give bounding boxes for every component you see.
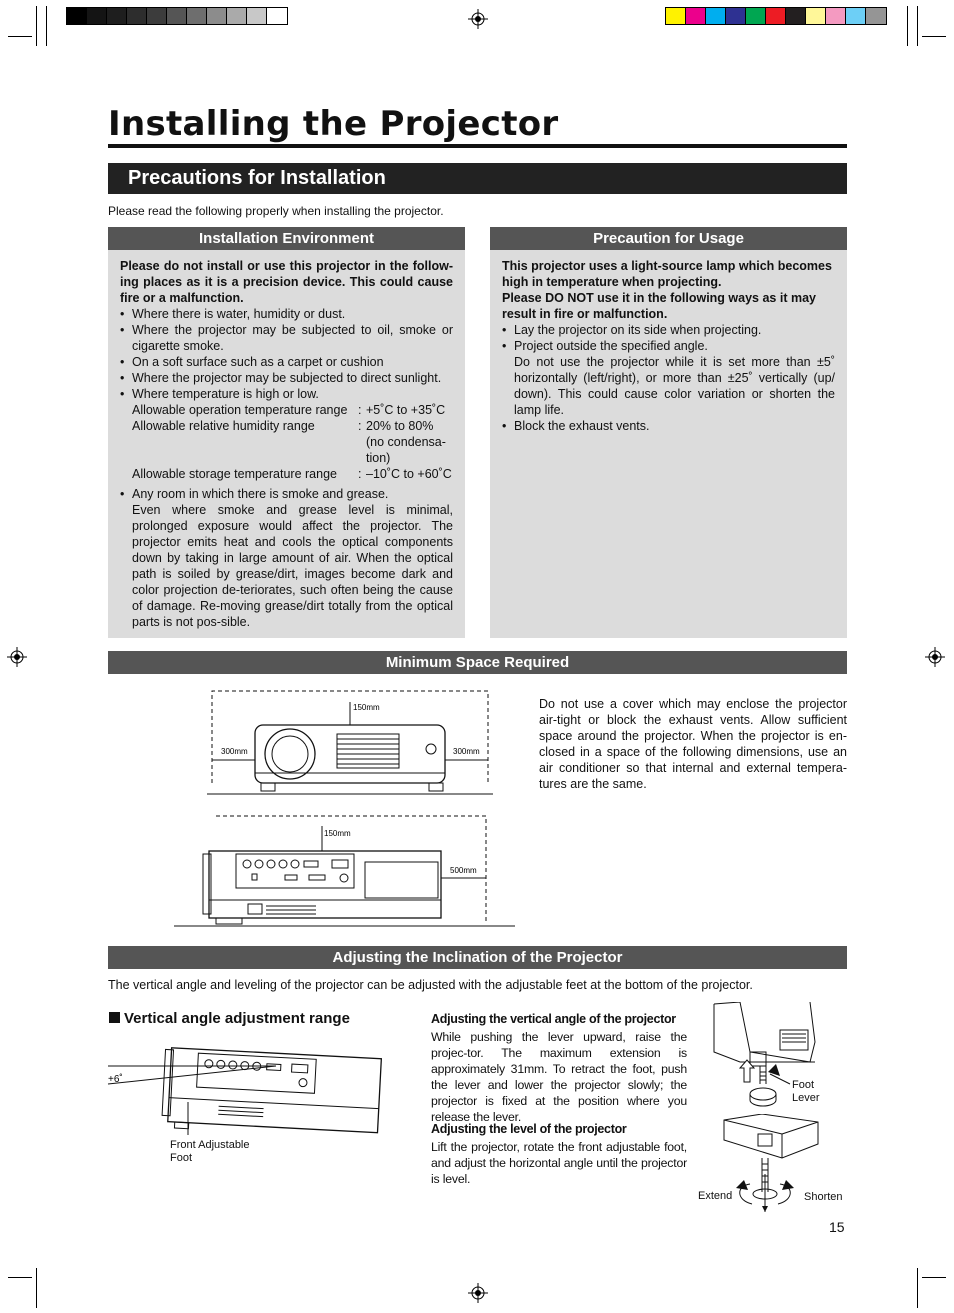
inclination-intro: The vertical angle and leveling of the projector can be adjusted with the adjustable feet at the bottom of the projector. bbox=[108, 978, 753, 992]
precaution-usage-heading: Precaution for Usage bbox=[490, 227, 847, 250]
color-swatch bbox=[207, 8, 227, 24]
side-top-label: 150mm bbox=[324, 829, 351, 838]
title-rule bbox=[108, 144, 847, 148]
section-heading: Precautions for Installation bbox=[108, 163, 847, 194]
vertical-adjust-text: While pushing the lever upward, raise the projec-tor. The maximum extension is approximately 31mm. To retract the foot, push the lever and lower the projector slowly; the projector is fixed at the position where you release the lever. bbox=[431, 1030, 687, 1124]
vertical-range-heading bbox=[109, 1010, 350, 1027]
color-swatch bbox=[67, 8, 87, 24]
color-swatch bbox=[706, 8, 726, 24]
front-left-label: 300mm bbox=[221, 747, 248, 756]
color-swatch bbox=[127, 8, 147, 24]
minimum-space-heading: Minimum Space Required bbox=[108, 651, 847, 674]
registration-mark-top bbox=[468, 9, 488, 29]
smoke-detail: Even where smoke and grease level is minimal, prolonged exposure would affect the projector. The projector emits heat and cools the optical components down by taking in large amount of air. When the optical path is soiled by grease/dirt, images become dark and color projection de-teriorates, such often being the cause of damage. Re-moving grease/dirt totally from the optical parts is not pos-sible. bbox=[132, 503, 453, 629]
color-swatch bbox=[227, 8, 247, 24]
side-back-label: 500mm bbox=[450, 866, 477, 875]
vertical-adjust-heading: Adjusting the vertical angle of the projector bbox=[431, 1012, 676, 1026]
range-table: Allowable operation temperature range : +5˚C to +35˚C Allowable relative humidity range : 20% to 80% (no condensa-tion) Allowable storage temperature range : –10˚C to +60˚C bbox=[132, 403, 452, 481]
vertical-adjust-block bbox=[431, 1011, 687, 1125]
minimum-space-text: Do not use a cover which may enclose the projector air-tight or block the exhaust vents. Allow sufficient space around the projector. When the projector is en-closed in a space of the following dimensions, use an air conditioner so that internal and external tempera-tures are the same. bbox=[539, 697, 847, 791]
usage-item-2-detail: Do not use the projector while it is set more than ±5˚ horizontally (left/right), or more than ±25˚ vertically (up/ down). This could cause color variation or shorten the lamp life. bbox=[514, 355, 835, 417]
usage-warning-1: This projector uses a light-source lamp which becomes high in temperature when projecting. bbox=[502, 259, 832, 289]
range-value: –10˚C to +60˚C bbox=[366, 467, 452, 481]
color-swatch bbox=[87, 8, 107, 24]
range-value: +5˚C to +35˚C bbox=[366, 403, 446, 417]
extend-label: Extend bbox=[698, 1190, 733, 1202]
level-adjust-text: Lift the projector, rotate the front adjustable foot, and adjust the horizontal angle until the projector is level. bbox=[431, 1140, 687, 1186]
range-label: Allowable relative humidity range bbox=[132, 419, 315, 433]
color-swatch bbox=[766, 8, 786, 24]
list-item bbox=[502, 338, 835, 418]
range-value: 20% to 80% (no condensa-tion) bbox=[366, 419, 446, 465]
color-swatch bbox=[786, 8, 806, 24]
usage-item-2: Project outside the specified angle. bbox=[514, 339, 708, 353]
registration-mark-bottom bbox=[468, 1283, 488, 1303]
color-swatch bbox=[826, 8, 846, 24]
registration-mark-left bbox=[7, 647, 27, 667]
smoke-item: Any room in which there is smoke and grease. bbox=[132, 487, 389, 501]
level-adjust-block bbox=[431, 1121, 687, 1187]
list-item: • On a soft surface such as a carpet or cushion bbox=[120, 354, 453, 370]
installation-environment-panel bbox=[108, 250, 465, 638]
color-swatch bbox=[147, 8, 167, 24]
color-swatch bbox=[267, 8, 287, 24]
installation-warning: Please do not install or use this projector in the follow-ing places as it is a precision device. This could cause fire or a malfunction. bbox=[120, 259, 453, 305]
installation-list-2 bbox=[120, 486, 453, 630]
color-swatch bbox=[806, 8, 826, 24]
list-item: • Lay the projector on its side when projecting. bbox=[502, 322, 835, 338]
color-swatch-bar bbox=[665, 7, 887, 25]
color-swatch bbox=[187, 8, 207, 24]
bullet-square-icon bbox=[109, 1012, 120, 1023]
intro-text: Please read the following properly when installing the projector. bbox=[108, 204, 444, 218]
tilt-diagram bbox=[106, 1040, 388, 1140]
usage-list bbox=[502, 322, 835, 434]
list-item: • Where the projector may be subjected to direct sunlight. bbox=[120, 370, 453, 386]
range-label: Allowable storage temperature range bbox=[132, 467, 337, 481]
front-view-diagram bbox=[205, 688, 495, 798]
color-swatch bbox=[846, 8, 866, 24]
level-adjust-heading: Adjusting the level of the projector bbox=[431, 1122, 627, 1136]
registration-mark-right bbox=[925, 647, 945, 667]
grey-swatch-bar bbox=[66, 7, 288, 25]
color-swatch bbox=[107, 8, 127, 24]
foot-lever-label: Foot Lever bbox=[792, 1079, 820, 1104]
usage-warning-2: Please DO NOT use it in the following ways as it may result in fire or malfunction. bbox=[502, 291, 816, 321]
color-swatch bbox=[726, 8, 746, 24]
list-item bbox=[120, 486, 453, 630]
page-title: Installing the Projector bbox=[108, 104, 559, 144]
inclination-heading: Adjusting the Inclination of the Projector bbox=[108, 946, 847, 969]
front-foot-label: Front Adjustable Foot bbox=[170, 1139, 250, 1164]
range-label: Allowable operation temperature range bbox=[132, 403, 348, 417]
installation-list bbox=[120, 306, 453, 402]
front-right-label: 300mm bbox=[453, 747, 480, 756]
page-number: 15 bbox=[829, 1219, 845, 1235]
front-top-label: 150mm bbox=[353, 703, 380, 712]
list-item: • Where the projector may be subjected to oil, smoke or cigarette smoke. bbox=[120, 322, 453, 354]
installation-environment-heading: Installation Environment bbox=[108, 227, 465, 250]
shorten-label: Shorten bbox=[804, 1191, 843, 1203]
side-view-diagram bbox=[172, 812, 517, 930]
color-swatch bbox=[167, 8, 187, 24]
color-swatch bbox=[686, 8, 706, 24]
angle-label: +6˚ bbox=[108, 1074, 123, 1085]
color-swatch bbox=[247, 8, 267, 24]
precaution-usage-panel bbox=[490, 250, 847, 638]
list-item: • Block the exhaust vents. bbox=[502, 418, 835, 434]
vertical-range-label: Vertical angle adjustment range bbox=[124, 1010, 350, 1027]
list-item: • Where there is water, humidity or dust. bbox=[120, 306, 453, 322]
color-swatch bbox=[746, 8, 766, 24]
list-item: • Where temperature is high or low. bbox=[120, 386, 453, 402]
color-swatch bbox=[866, 8, 886, 24]
color-swatch bbox=[666, 8, 686, 24]
